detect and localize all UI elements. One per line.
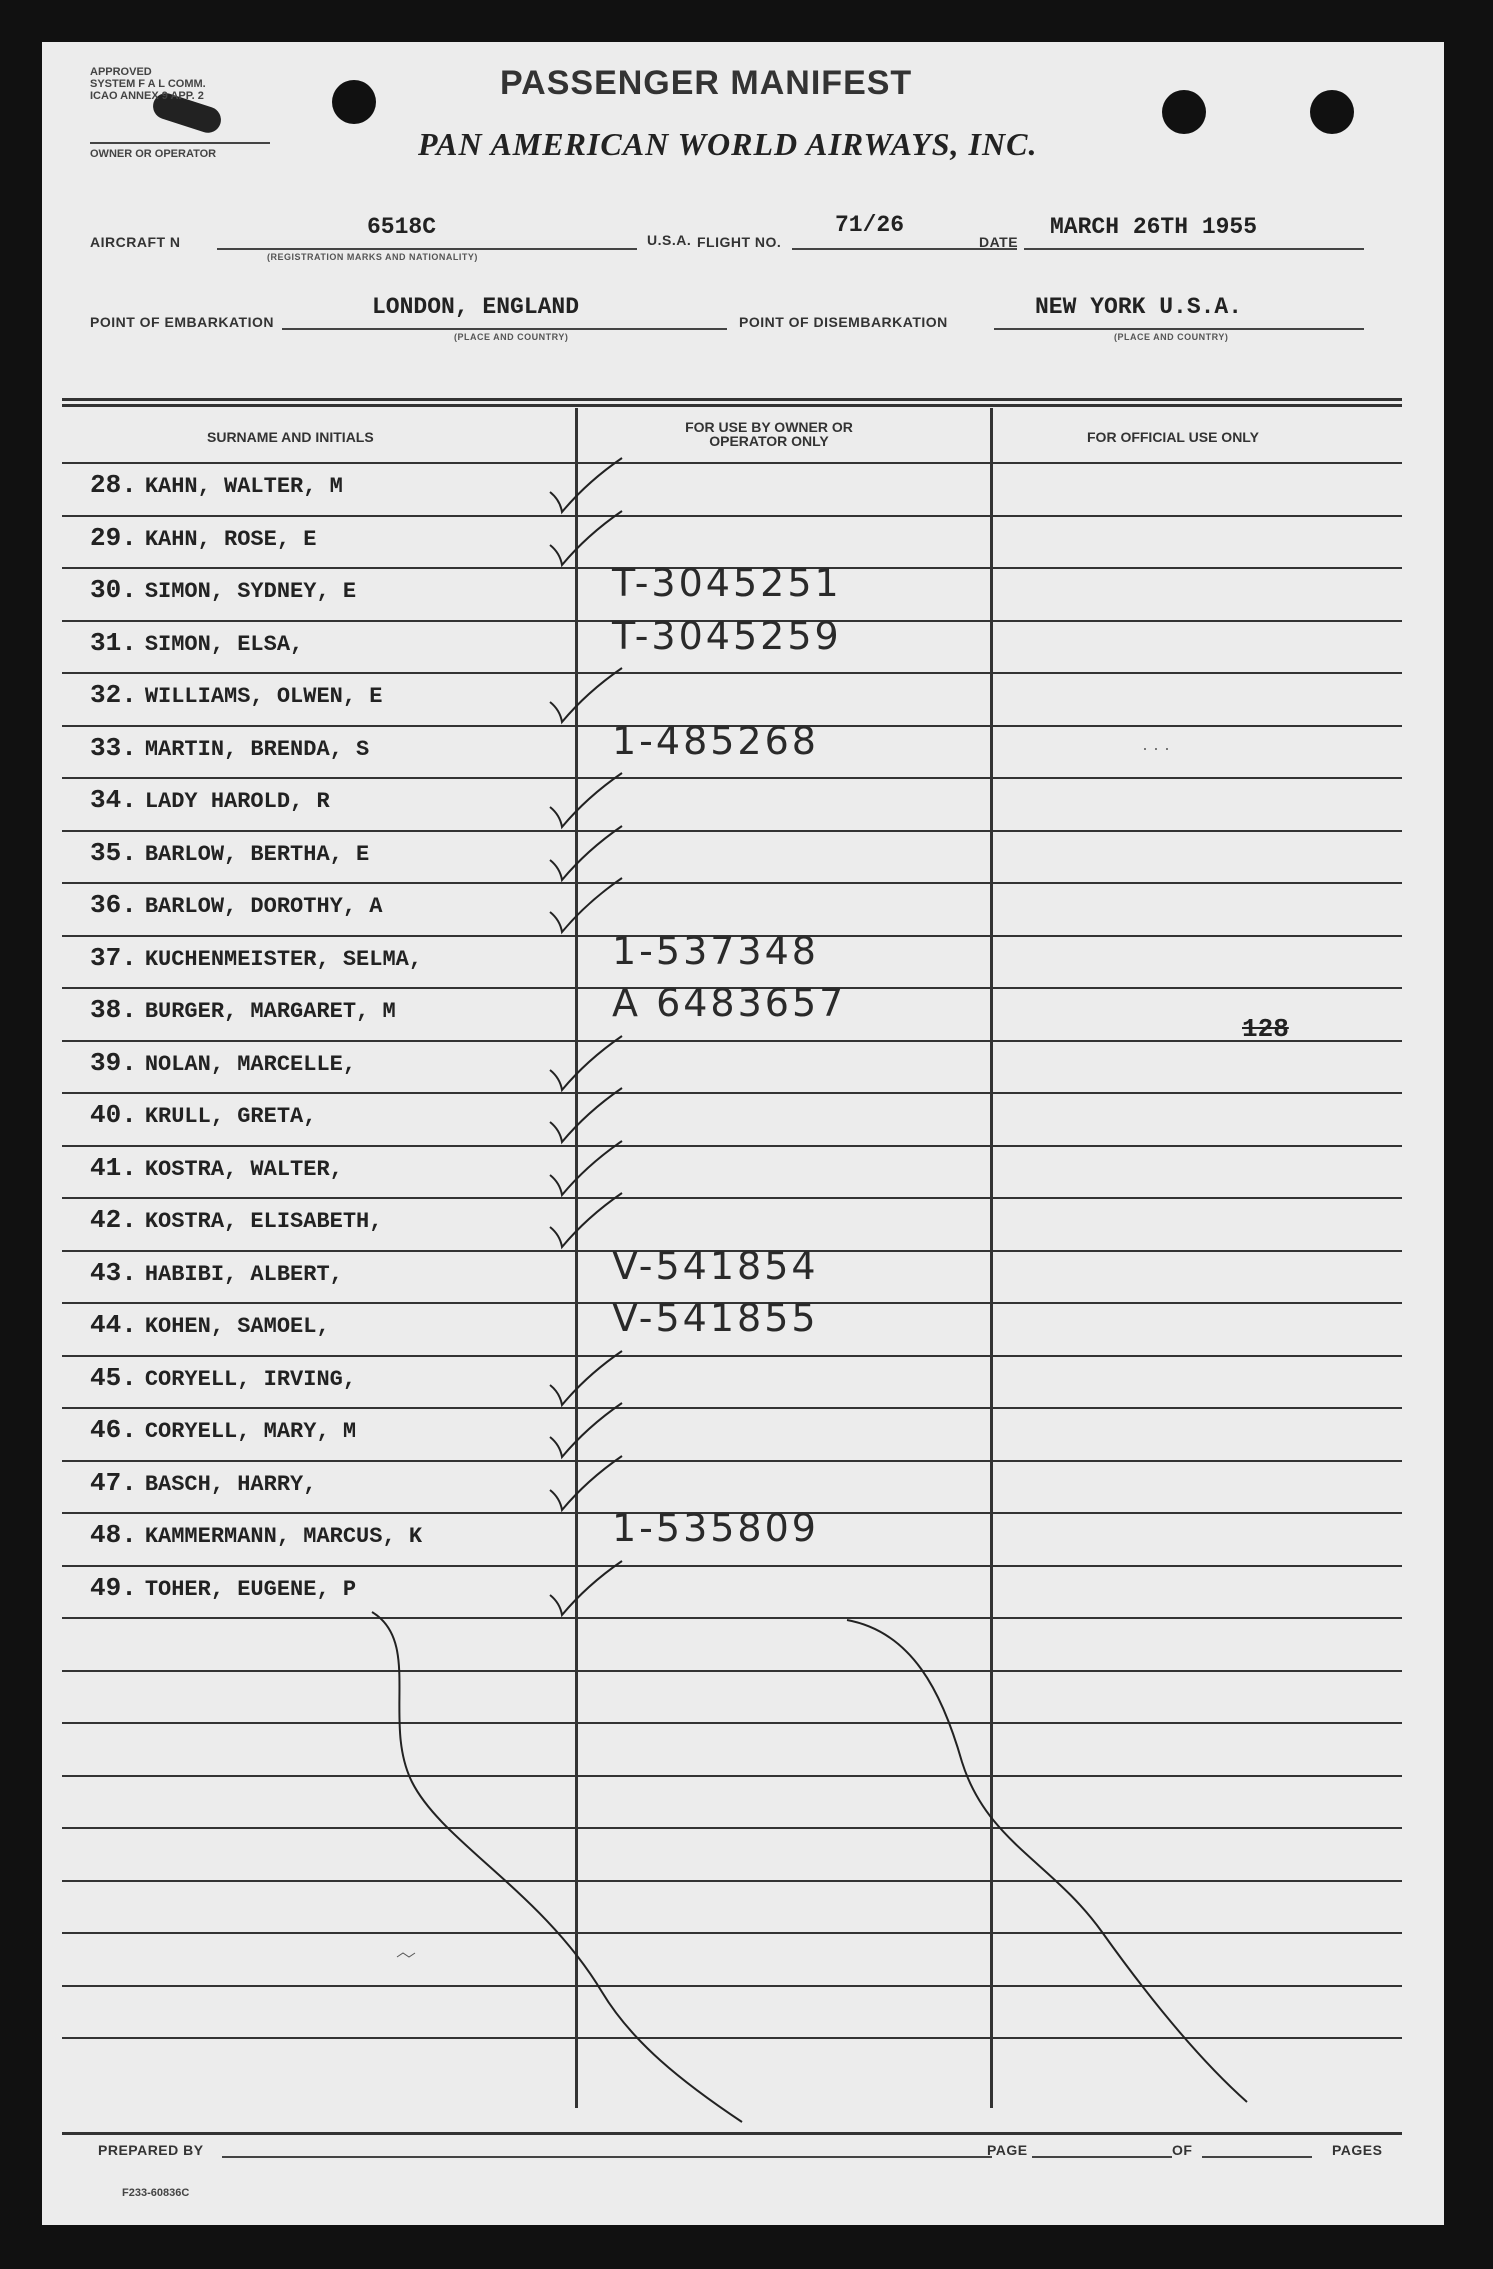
- embarkation-label: POINT OF EMBARKATION: [90, 314, 274, 330]
- passport-number: 1-537348: [612, 929, 819, 973]
- disembarkation-label: POINT OF DISEMBARKATION: [739, 314, 948, 330]
- passport-number: T-3045259: [612, 614, 842, 658]
- passenger-number: 47.: [90, 1468, 137, 1498]
- passenger-number: 29.: [90, 523, 137, 553]
- passenger-name: HABIBI, ALBERT,: [144, 1262, 343, 1287]
- passenger-number: 30.: [90, 575, 137, 605]
- airline-name: PAN AMERICAN WORLD AIRWAYS, INC.: [418, 126, 1038, 162]
- passenger-name: KOHEN, SAMOEL,: [144, 1314, 330, 1339]
- passenger-number: 37.: [90, 943, 137, 973]
- owner-label: OWNER OR OPERATOR: [90, 148, 217, 160]
- manifest-sheet: [42, 42, 1444, 2225]
- passenger-name: KUCHENMEISTER, SELMA,: [144, 947, 423, 972]
- passenger-name: CORYELL, IRVING,: [144, 1367, 357, 1392]
- flight-no-value: 71/26: [835, 212, 905, 238]
- passenger-name: TOHER, EUGENE, P: [144, 1577, 357, 1602]
- date-value: MARCH 26TH 1955: [1050, 214, 1258, 240]
- passenger-name: KRULL, GRETA,: [144, 1104, 317, 1129]
- passport-number: 1-535809: [612, 1506, 819, 1550]
- ink-dots: · · ·: [1142, 738, 1170, 758]
- page-title: PASSENGER MANIFEST: [500, 64, 913, 102]
- passenger-number: 35.: [90, 838, 137, 868]
- disembarkation-caption: (PLACE AND COUNTRY): [1114, 332, 1229, 342]
- nationality: U.S.A.: [647, 232, 692, 248]
- passenger-name: NOLAN, MARCELLE,: [144, 1052, 357, 1077]
- passenger-name: KAHN, ROSE, E: [144, 527, 317, 552]
- passenger-number: 42.: [90, 1205, 137, 1235]
- passenger-name: KOSTRA, ELISABETH,: [144, 1209, 383, 1234]
- passenger-number: 33.: [90, 733, 137, 763]
- passenger-number: 45.: [90, 1363, 137, 1393]
- flight-no-label: FLIGHT NO.: [697, 234, 782, 250]
- passport-number: 1-485268: [612, 719, 819, 763]
- col-header-official-use: FOR OFFICIAL USE ONLY: [1087, 429, 1259, 445]
- passenger-number: 41.: [90, 1153, 137, 1183]
- col-header-names: SURNAME AND INITIALS: [207, 429, 374, 445]
- aircraft-value: 6518C: [367, 214, 437, 240]
- page-label: PAGE: [987, 2142, 1028, 2158]
- passenger-name: SIMON, ELSA,: [144, 632, 304, 657]
- prepared-by-label: PREPARED BY: [98, 2142, 204, 2158]
- official-count: 128: [1242, 1014, 1289, 1044]
- passenger-number: 48.: [90, 1520, 137, 1550]
- passenger-name: BARLOW, BERTHA, E: [144, 842, 370, 867]
- aircraft-label: AIRCRAFT N: [90, 234, 181, 250]
- passenger-number: 43.: [90, 1258, 137, 1288]
- passenger-number: 40.: [90, 1100, 137, 1130]
- passenger-number: 44.: [90, 1310, 137, 1340]
- passenger-number: 46.: [90, 1415, 137, 1445]
- passport-number: V-541855: [612, 1296, 819, 1340]
- passenger-number: 38.: [90, 995, 137, 1025]
- passport-number: V-541854: [612, 1244, 819, 1288]
- registration-caption: (REGISTRATION MARKS AND NATIONALITY): [267, 252, 478, 262]
- embarkation-caption: (PLACE AND COUNTRY): [454, 332, 569, 342]
- passport-number: A 6483657: [612, 981, 847, 1025]
- passenger-number: 28.: [90, 470, 137, 500]
- passenger-name: BARLOW, DOROTHY, A: [144, 894, 383, 919]
- passenger-number: 34.: [90, 785, 137, 815]
- passport-number: T-3045251: [612, 561, 842, 605]
- passenger-name: KAHN, WALTER, M: [144, 474, 343, 499]
- form-number: F233-60836C: [122, 2187, 190, 2199]
- passenger-name: MARTIN, BRENDA, S: [144, 737, 370, 762]
- cross-out-scribble: [42, 42, 1444, 2225]
- passenger-name: KAMMERMANN, MARCUS, K: [144, 1524, 423, 1549]
- embarkation-value: LONDON, ENGLAND: [372, 294, 580, 320]
- disembarkation-value: NEW YORK U.S.A.: [1035, 294, 1243, 320]
- passenger-name: WILLIAMS, OLWEN, E: [144, 684, 383, 709]
- passenger-name: SIMON, SYDNEY, E: [144, 579, 357, 604]
- passenger-number: 31.: [90, 628, 137, 658]
- date-label: DATE: [979, 234, 1019, 250]
- passenger-name: LADY HAROLD, R: [144, 789, 330, 814]
- passenger-number: 36.: [90, 890, 137, 920]
- passenger-name: BASCH, HARRY,: [144, 1472, 317, 1497]
- passenger-name: KOSTRA, WALTER,: [144, 1157, 343, 1182]
- col-header-owner-use: FOR USE BY OWNER OR OPERATOR ONLY: [685, 419, 853, 449]
- passenger-number: 49.: [90, 1573, 137, 1603]
- pages-label: PAGES: [1332, 2142, 1383, 2158]
- passenger-name: BURGER, MARGARET, M: [144, 999, 396, 1024]
- of-label: OF: [1172, 2142, 1193, 2158]
- approved-note: APPROVED SYSTEM F A L COMM. ICAO ANNEX 9 APP. 2: [90, 66, 206, 102]
- passenger-number: 39.: [90, 1048, 137, 1078]
- passenger-name: CORYELL, MARY, M: [144, 1419, 357, 1444]
- passenger-number: 32.: [90, 680, 137, 710]
